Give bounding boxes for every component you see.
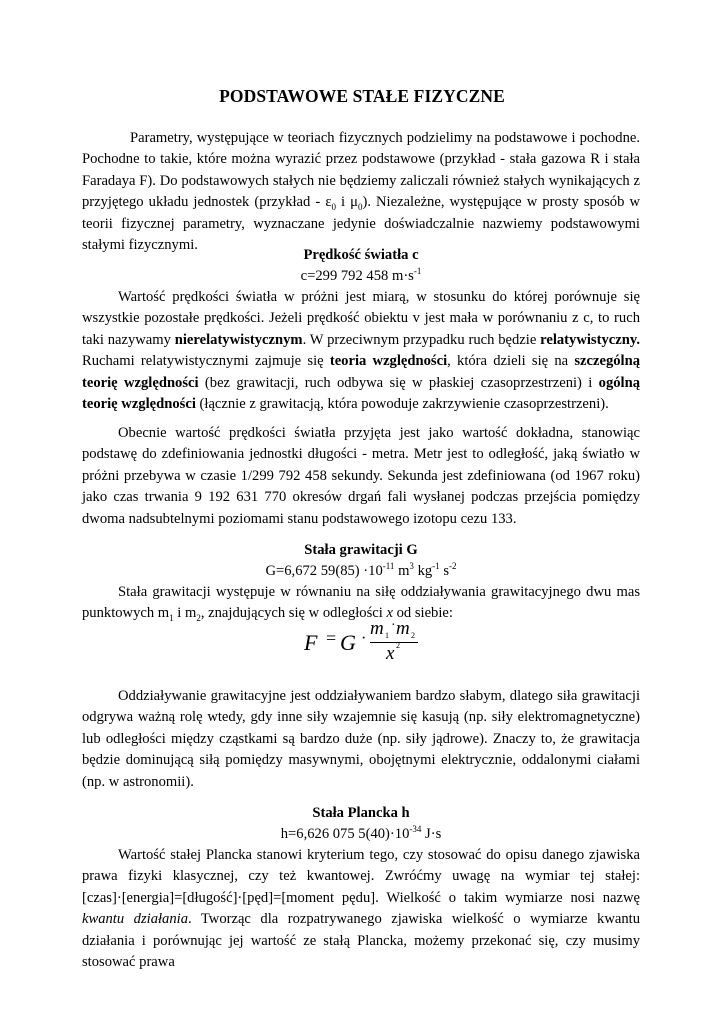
planck-paragraph-1: Wartość stałej Plancka stanowi kryterium tego, czy stosować do opisu danego zjawiska prawa fizyki klasycznej, czy też kwantowej. Zwróćmy uwagę na wymiar tej stałej: [czas]·[energia]=[długość]·[pęd]=[moment pędu]. Wielkość o takim wymiarze nosi nazwę kwantu działania. Tworząc dla rozpatrywanego zjawiska wielkość o wymiarze kwantu działania i porównując jej wartość ze stałą Plancka, możemy przekonać się, czy musimy stosować prawa bbox=[82, 847, 641, 971]
eq-m2-sub: 2 bbox=[411, 631, 415, 640]
light-heading: Prędkość światła c bbox=[303, 247, 419, 263]
light-paragraph-1: Wartość prędkości światła w próżni jest miarą, w stosunku do której porównuje się wszystkie pozostałe prędkości. Jeżeli prędkość obiektu v jest mała w porównaniu z c, to ruch taki nazywamy nierelatywistycznym. W przeciwnym przypadku ruch będzie relatywistyczny. Ruchami relatywistycznymi zajmuje się teoria względności, która dzieli się na szczególną teorię względności (bez grawitacji, ruch odbywa się w płaskiej czasoprzestrzeni) i ogólną teorię względności (łącznie z grawitacją, która powoduje zakrzywienie czasoprzestrzeni). bbox=[82, 289, 641, 413]
planck-heading: Stała Plancka h bbox=[312, 805, 410, 821]
gravity-paragraph-2: Oddziaływanie grawitacyjne jest oddziaływaniem bardzo słabym, dlatego siła grawitacji odgrywa ważną rolę wtedy, gdy inne siły wzajemnie się kasują (np. siły elektromagnetyczne) lub odległości między cząstkami są bardzo duże (np. siły jądrowe). Znaczy to, że grawitacja będzie dominującą siłą pomiędzy masywnymi, obojętnymi elektrycznie, oddalonymi ciałami (np. w astronomii). bbox=[82, 688, 640, 790]
eq-equals: = bbox=[326, 628, 337, 648]
eq-force: F bbox=[304, 630, 318, 655]
light-paragraph-2: Obecnie wartość prędkości światła przyjęta jest jako wartość dokładna, stanowiąc podstawę do zdefiniowania jednostki długości - metra. Metr jest to odległość, jaką światło w próżni przebywa w czasie 1/299 792 458 sekundy. Sekunda jest zdefiniowana (od 1967 roku) jako czas trwania 9 192 631 770 okresów drgań fali wysłanej podczas przejścia pomiędzy dwoma nadsubtelnymi poziomami stanu podstawowego izotopu cezu 133. bbox=[82, 425, 640, 527]
gravity-heading: Stała grawitacji G bbox=[304, 542, 418, 558]
eq-m1: m bbox=[370, 618, 384, 639]
gravity-paragraph-1: Stała grawitacji występuje w równaniu na siłę oddziaływania grawitacyjnego dwu mas punktowych $m_1$ i $m_2$, znajdujących się w odległości x od siebie: bbox=[82, 584, 640, 624]
gravity-equation bbox=[298, 616, 438, 666]
eq-dot: · bbox=[361, 630, 367, 647]
eq-x-exponent: 2 bbox=[396, 641, 400, 650]
eq-mult: · bbox=[391, 618, 396, 633]
light-formula: c=299 792 458 $m\cdot s^{-1}$ bbox=[300, 266, 422, 284]
planck-formula: h=6,626 075 $5(40)\cdot 10^{-34}$ J·s bbox=[280, 824, 442, 842]
eq-g: G bbox=[340, 630, 356, 655]
intro-paragraph: Parametry, występujące w teoriach fizycznych podzielimy na podstawowe i pochodne. Pochodne to takie, które można wyrazić przez podstawowe (przykład - stała gazowa R i stała Faradaya F). Do podstawowych stałych nie będziemy zaliczali również stałych wynikających z przyjętego układu jednostek (przykład - $\varepsilon_0$ i $\mu_0$). Niezależne, występujące w prosty sposób w teorii fizycznej parametry, wyznaczane jedynie doświadczalnie nazwiemy podstawowymi stałymi fizycznymi. bbox=[82, 130, 640, 254]
eq-m2: m bbox=[396, 618, 410, 639]
page-title: PODSTAWOWE STAŁE FIZYCZNE bbox=[219, 86, 505, 106]
gravity-formula: G=6,672 $59(85) \cdot 10^{-11}$ $m^3$ $kg^{-1}$ $s^{-2}$ bbox=[265, 561, 457, 579]
eq-x: x bbox=[386, 643, 395, 664]
eq-m1-sub: 1 bbox=[385, 631, 389, 640]
